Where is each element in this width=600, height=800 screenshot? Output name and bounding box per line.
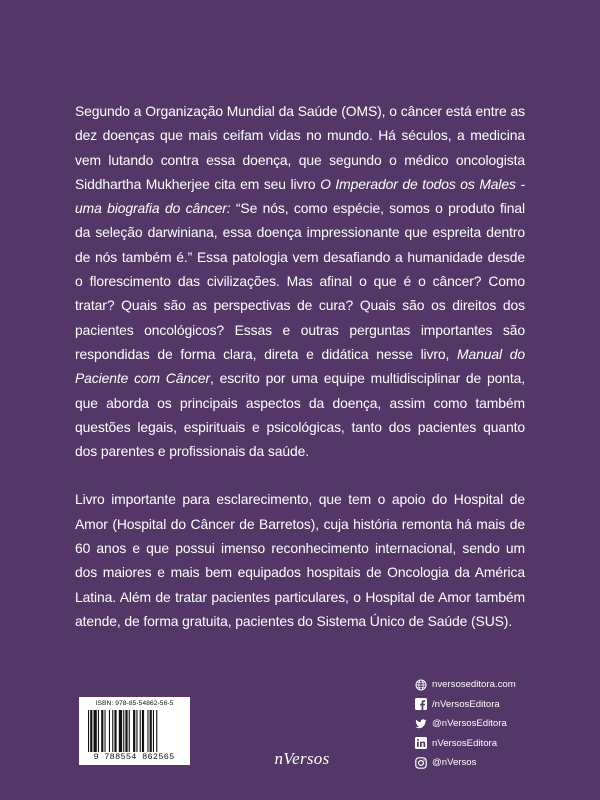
barcode-bar: [142, 710, 144, 752]
barcode-bar: [90, 710, 92, 752]
blurb-paragraph-2: Livro importante para esclarecimento, que tem o apoio do Hospital de Amor (Hospital do Câncer de Barretos), cuja história remonta há mais de 60 anos e que possui imenso reconhecimento internacional, sendo um dos maiores e mais bem equipados hospitais de Oncologia da América Latina. Além de tratar pacientes particulares, o Hospital de Amor também atende, de forma gratuita, pacientes do Sistema Único de Saúde (SUS).: [75, 491, 525, 629]
blurb-text-run: , escrito por uma equipe multidisciplinar de ponta, que aborda os principais aspectos da doença, assim como também questões legais, espirituais e psicológicas, tanto dos pacientes quanto dos parentes e profissionais da saúde.: [75, 370, 525, 460]
social-facebook-text: /nVersosEditora: [432, 698, 500, 710]
barcode-bar: [114, 710, 116, 752]
social-facebook[interactable]: [415, 695, 575, 715]
twitter-icon: [415, 718, 427, 730]
barcode-bar: [140, 710, 141, 752]
barcode-bar: [101, 710, 103, 752]
barcode-bar: [105, 710, 106, 752]
barcode-bar: [123, 710, 124, 752]
barcode-bar: [129, 710, 130, 752]
book-title-italic: O Imperador de todos os Males - uma biografia do câncer:: [75, 175, 525, 217]
social-twitter[interactable]: [415, 714, 575, 734]
isbn-barcode: [79, 697, 190, 765]
instagram-icon: [415, 757, 427, 769]
barcode-bar: [150, 710, 152, 752]
barcode-bar: [112, 710, 113, 752]
barcode-bar: [133, 710, 135, 752]
publisher-logo: nVersos: [274, 749, 330, 768]
linkedin-icon: [415, 737, 427, 749]
barcode-bar: [136, 710, 137, 752]
barcode-bar: [125, 710, 127, 752]
book-title-italic: Manual do Paciente com Câncer: [75, 345, 525, 387]
barcode-bar: [98, 710, 99, 752]
isbn-digits: 9 788554 862565: [93, 752, 175, 762]
barcode-bar: [156, 710, 157, 752]
social-instagram[interactable]: [415, 753, 575, 773]
social-website[interactable]: [415, 675, 575, 695]
blurb-text-run: “Se nós, como espécie, somos o produto final da seleção darwiniana, essa doença impressionante que espreita dentro de nós também é.” Essa patologia vem desafiando a humanidade desde o florescimento das civilizações. Mas afinal o que é o câncer? Como tratar? Quais são as perspectivas de cura? Quais são os direitos dos pacientes oncológicos? Essas e outras perguntas importantes são respondidas de forma clara, direta e didática nesse livro,: [75, 200, 525, 362]
blurb-text-run: Segundo a Organização Mundial da Saúde (OMS), o câncer está entre as dez doenças que mais ceifam vidas no mundo. Há séculos, a medicina vem lutando contra essa doença, que segundo o médico oncologista Siddhartha Mukherjee cita em seu livro: [75, 103, 525, 192]
facebook-icon: [415, 698, 427, 710]
social-linkedin-text: nVersosEditora: [432, 737, 498, 749]
barcode-bar: [88, 710, 89, 752]
barcode-bar: [109, 710, 110, 752]
isbn-label: ISBN: 978-85-54862-56-5: [95, 700, 174, 707]
barcode-bar: [94, 710, 97, 752]
social-links: [415, 675, 575, 773]
barcode-bars: [88, 710, 184, 752]
social-website-text: nversoseditora.com: [432, 679, 516, 691]
social-instagram-text: @nVersos: [432, 757, 477, 769]
back-cover-blurb: [75, 99, 525, 633]
social-twitter-text: @nVersosEditora: [432, 718, 507, 730]
barcode-bar: [119, 710, 122, 752]
blurb-paragraph-1: [75, 99, 525, 463]
barcode-bar: [153, 710, 154, 752]
globe-icon: [415, 679, 427, 691]
social-linkedin[interactable]: [415, 734, 575, 754]
barcode-bar: [147, 710, 148, 752]
